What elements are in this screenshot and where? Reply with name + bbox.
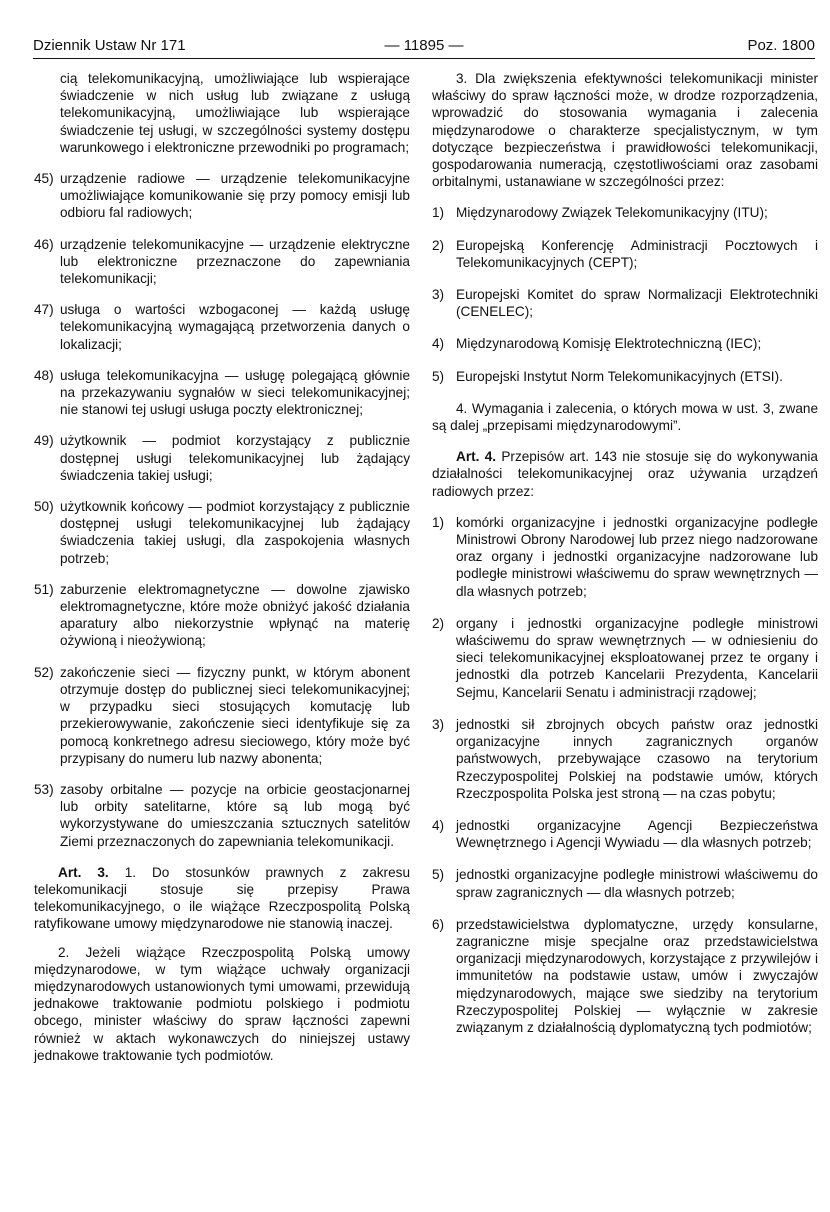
exempt-entity-item: 6) przedstawicielstwa dyplomatyczne, urzędy konsularne, zagraniczne misje specjalne oraz przedstawicielstwa organizacji międzynarodowych, korzystające z przywilejów i immunitetów na podstawie ustaw, umów i zwyczajów międzynarodowych, mające swe siedziby na terytorium Rzeczypospolitej Polskiej — wyłącznie w zakresie związanym z działalnością dyplomatyczną tych podmiotów; [432, 916, 818, 1035]
definition-item: 51) zaburzenie elektromagnetyczne — dowolne zjawisko elektromagnetyczne, które może obniżyć jakość działania aparatury albo niekorzystnie wpłynąć na materię ożywioną i nieożywioną; [34, 581, 410, 649]
art3-paragraph-3: 3. Dla zwiększenia efektywności telekomunikacji minister właściwy do spraw łączności może, w drodze rozporządzenia, wprowadzić do stosowania wymagania i zalecenia międzynarodowe o charakterze specjalistycznym, w tym dotyczące bezpieczeństwa i prawidłowości telekomunikacji, gospodarowania numeracją, częstotliwościami oraz zasobami orbitalnymi, ustanawiane w szczególności przez: [432, 71, 818, 190]
organization-item: 3) Europejski Komitet do spraw Normalizacji Elektrotechniki (CENELEC); [432, 287, 818, 320]
header-rule [33, 58, 815, 59]
definition-item: 46) urządzenie telekomunikacyjne — urządzenie elektryczne lub elektroniczne przeznaczone do zapewniania telekomunikacji; [34, 236, 410, 287]
definition-continuation: cią telekomunikacyjną, umożliwiające lub wspierające świadczenie w nich usług lub związane z usługą telekomunikacyjną, umożliwiające lub wspierające świadczenie tej usługi, w szczególności systemy dostępu warunkowego i elektroniczne przewodniki po programach; [60, 71, 410, 155]
definition-item: 45) urządzenie radiowe — urządzenie telekomunikacyjne umożliwiające komunikowanie się przy pomocy emisji lub odbioru fal radiowych; [34, 171, 410, 221]
art3-paragraph-2: 2. Jeżeli wiążące Rzeczpospolitą Polską umowy międzynarodowe, w tym wiążące uchwały organizacji międzynarodowych ustanowionych tymi umowami, przewidują jednakowe traktowanie podmiotu polskiego i podmiotu obcego, minister właściwy do spraw łączności zapewni również w aktach wykonawczych do niniejszej ustawy jednakowe traktowanie tych podmiotów. [34, 944, 410, 1063]
page-header [33, 36, 815, 60]
organization-item: 1) Międzynarodowy Związek Telekomunikacyjny (ITU); [432, 205, 768, 221]
organization-item: 4) Międzynarodową Komisję Elektrotechniczną (IEC); [432, 336, 762, 352]
definition-item: 47) usługa o wartości wzbogaconej — każdą usługę telekomunikacyjną wymagającą przetworzenia danych o lokalizacji; [34, 302, 410, 352]
art4-intro: Art. 4. Przepisów art. 143 nie stosuje się do wykonywania działalności telekomunikacyjnej oraz używania urządzeń radiowych przez: [432, 449, 818, 499]
exempt-entity-item: 5) jednostki organizacyjne podległe ministrowi właściwemu do spraw zagranicznych — dla własnych potrzeb; [432, 867, 818, 900]
art3-paragraph-4: 4. Wymagania i zalecenia, o których mowa w ust. 3, zwane są dalej „przepisami międzynarodowymi”. [432, 400, 818, 434]
left-column [34, 70, 410, 1075]
journal-title: Dziennik Ustaw Nr 171 [33, 37, 186, 54]
art3-label: Art. 3. [58, 864, 109, 880]
right-column [432, 70, 818, 1051]
exempt-entity-item: 2) organy i jednostki organizacyjne podległe ministrowi właściwemu do spraw wewnętrznych — w odniesieniu do sieci telekomunikacyjnej eksploatowanej przez te organy i jednostki dla potrzeb Kancelarii Prezydenta, Kancelarii Sejmu, Kancelarii Senatu i administracji rządowej; [432, 615, 818, 700]
position-number: Poz. 1800 [747, 37, 815, 54]
definition-item: 48) usługa telekomunikacyjna — usługę polegającą głównie na przekazywaniu sygnałów w sieci telekomunikacyjnej; nie stanowi tej usługi usługa poczty elektronicznej; [34, 367, 410, 418]
definition-item: 49) użytkownik — podmiot korzystający z publicznie dostępnej usługi telekomunikacyjnej lub żądający świadczenia takiej usługi; [34, 433, 410, 483]
definition-item: 53) zasoby orbitalne — pozycje na orbicie geostacjonarnej lub orbity satelitarne, które są lub mogą być wykorzystywane do umieszczania sztucznych satelitów Ziemi przeznaczonych do zapewniania telekomunikacji. [34, 781, 410, 849]
page-number: — 11895 — [384, 37, 464, 54]
exempt-entity-item: 3) jednostki sił zbrojnych obcych państw oraz jednostki organizacyjne innych zagranicznych organów państwowych, przebywające czasowo na terytorium Rzeczypospolitej Polskiej na podstawie umów, których Rzeczpospolita Polska jest stroną — na czas pobytu; [432, 716, 818, 801]
definition-item: 50) użytkownik końcowy — podmiot korzystający z publicznie dostępnej usługi telekomunikacyjnej lub żądający świadczenia takiej usługi, dla zaspokojenia własnych potrzeb; [34, 499, 410, 566]
exempt-entity-item: 4) jednostki organizacyjne Agencji Bezpieczeństwa Wewnętrznego i Agencji Wywiadu — dla własnych potrzeb; [432, 817, 818, 851]
exempt-entity-item: 1) komórki organizacyjne i jednostki organizacyjne podległe Ministrowi Obrony Narodowej lub przez niego nadzorowane oraz organy i jednostki organizacyjne nadzorowane lub podległe ministrowi właściwemu do spraw wewnętrznych — dla własnych potrzeb; [432, 514, 818, 599]
organization-item: 5) Europejski Instytut Norm Telekomunikacyjnych (ETSI). [432, 368, 783, 384]
art3-paragraph-1: Art. 3. 1. Do stosunków prawnych z zakresu telekomunikacji stosuje się przepisy Prawa telekomunikacyjnego, o ile wiążące Rzeczpospolitą Polską ratyfikowane umowy międzynarodowe nie stanowią inaczej. [34, 864, 410, 932]
art4-label: Art. 4. [456, 449, 497, 465]
definition-item: 52) zakończenie sieci — fizyczny punkt, w którym abonent otrzymuje dostęp do publicznej sieci telekomunikacyjnej; w przypadku sieci stosujących komutację lub przekierowywanie, zakończenie sieci identyfikuje się za pomocą konkretnego adresu sieciowego, który może być przypisany do numeru lub nazwy abonenta; [34, 664, 410, 766]
organization-item: 2) Europejską Konferencję Administracji Pocztowych i Telekomunikacyjnych (CEPT); [432, 237, 818, 270]
